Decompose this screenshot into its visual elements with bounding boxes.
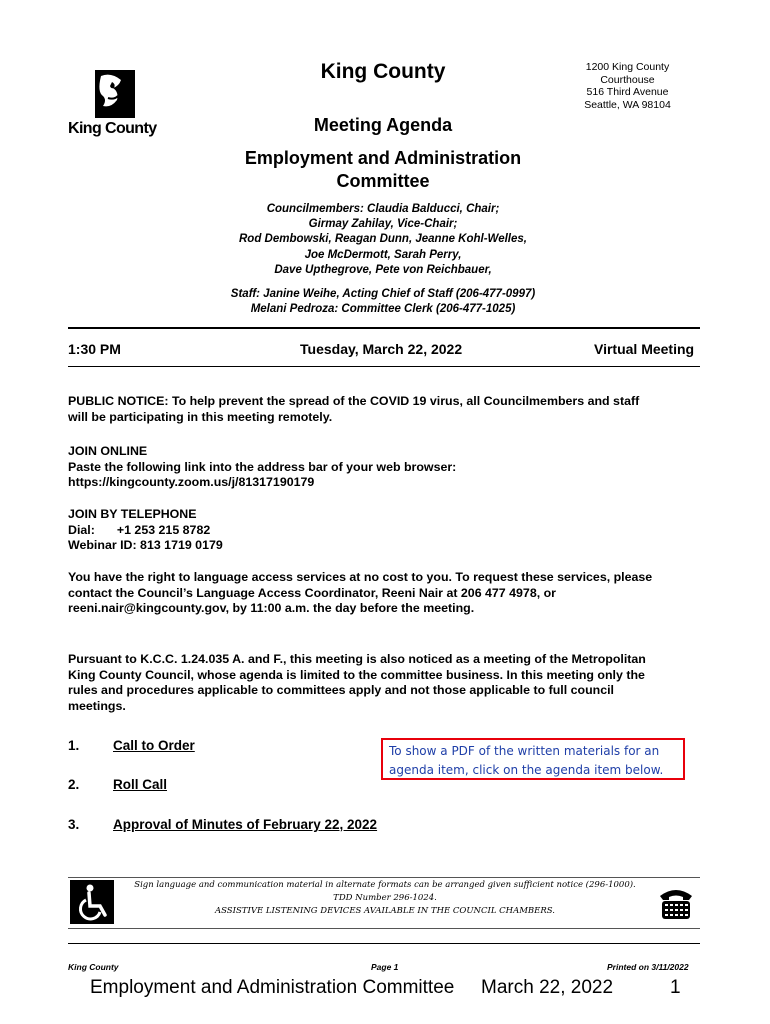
staff-list (180, 287, 586, 317)
footer-page-number: 1 (670, 977, 681, 998)
dial-line (68, 523, 708, 539)
address-line: 516 Third Avenue (586, 86, 669, 99)
join-online-instruction: Paste the following link into the address bar of your web browser: (68, 459, 457, 474)
language-line: contact the Council’s Language Access Coordinator, Reeni Nair at 206 477 4978, or (68, 585, 556, 600)
callout-line: To show a PDF of the written materials for an (389, 744, 660, 758)
divider (68, 327, 700, 329)
county-title: King County (320, 60, 446, 83)
meeting-time: 1:30 PM (68, 341, 121, 357)
divider (68, 366, 700, 367)
footer-left: King County (68, 962, 119, 972)
language-access (68, 570, 708, 617)
accessibility-notice (120, 879, 650, 917)
footer-meeting-date: March 22, 2022 (481, 977, 614, 998)
meeting-date: Tuesday, March 22, 2022 (300, 341, 463, 357)
item-number: 2. (68, 777, 80, 792)
councilmembers-list (190, 202, 576, 278)
pursuant-line: rules and procedures applicable to committees apply and not those applicable to full council (68, 683, 614, 698)
member-line: Girmay Zahilay, Vice-Chair; (308, 218, 458, 231)
callout-line: agenda item, click on the agenda item below. (389, 763, 664, 777)
item-number: 1. (68, 738, 80, 753)
agenda-item-approval-of-minutes[interactable]: Approval of Minutes of February 22, 2022 (113, 817, 378, 832)
notice-line: TDD Number 296-1024. (333, 892, 437, 903)
address-line: 1200 King County (585, 61, 670, 73)
join-telephone (68, 507, 708, 554)
member-line: Rod Dembowski, Reagan Dunn, Jeanne Kohl-Welles, (239, 233, 527, 246)
footer-divider (68, 943, 700, 944)
staff-line: Staff: Janine Weihe, Acting Chief of Staff (206-477-0997) (230, 288, 536, 300)
agenda-item-roll-call[interactable]: Roll Call (113, 777, 168, 792)
address-line: Courthouse (600, 73, 655, 86)
notice-line: PUBLIC NOTICE: To help prevent the spread of the COVID 19 virus, all Councilmembers and staff (68, 394, 640, 408)
notice-line: ASSISTIVE LISTENING DEVICES AVAILABLE IN THE COUNCIL CHAMBERS. (214, 905, 555, 916)
pursuant-notice (68, 652, 708, 714)
logo-wordmark: King County (68, 120, 157, 137)
committee-line: Employment and Administration (244, 148, 522, 168)
pursuant-line: meetings. (68, 698, 126, 713)
committee-line: Committee (336, 171, 430, 191)
agenda-item-call-to-order[interactable]: Call to Order (113, 738, 195, 753)
pursuant-line: King County Council, whose agenda is limited to the committee business. In this meeting only the (68, 667, 645, 682)
footer-committee-name: Employment and Administration Committee (90, 977, 455, 998)
footer-page: Page 1 (371, 962, 399, 972)
member-line: Joe McDermott, Sarah Perry, (304, 248, 462, 261)
tdd-phone-icon (654, 880, 698, 924)
dial-label: Dial: (68, 522, 95, 537)
member-line: Dave Upthegrove, Pete von Reichbauer, (274, 263, 492, 276)
item-number: 3. (68, 817, 80, 832)
public-notice (68, 394, 708, 425)
notice-line: Sign language and communication material in alternate formats can be arranged given sufficient notice (296-1000). (134, 880, 636, 890)
pursuant-line: Pursuant to K.C.C. 1.24.035 A. and F., this meeting is also noticed as a meeting of the Metropolitan (68, 652, 646, 666)
join-online (68, 444, 708, 491)
staff-line: Melani Pedroza: Committee Clerk (206-477-1025) (250, 303, 516, 315)
agenda-title: Meeting Agenda (313, 115, 453, 135)
join-online-title: JOIN ONLINE (68, 444, 148, 458)
notice-line: will be participating in this meeting remotely. (68, 409, 333, 424)
committee-name (220, 147, 546, 193)
address-line: Seattle, WA 98104 (584, 98, 671, 111)
pdf-instruction-callout (381, 738, 685, 780)
join-phone-title: JOIN BY TELEPHONE (68, 507, 197, 521)
wheelchair-icon (70, 880, 114, 924)
footer-printed-date: Printed on 3/11/2022 (607, 962, 689, 972)
dial-number: +1 253 215 8782 (116, 522, 211, 537)
language-line: reeni.nair@kingcounty.gov, by 11:00 a.m. the day before the meeting. (68, 601, 475, 616)
member-line: Councilmembers: Claudia Balducci, Chair; (266, 203, 500, 215)
webinar-id: Webinar ID: 813 1719 0179 (68, 538, 223, 553)
zoom-link[interactable]: https://kingcounty.zoom.us/j/81317190179 (68, 475, 315, 490)
language-line: You have the right to language access services at no cost to you. To request these services, please (68, 570, 653, 584)
meeting-location: Virtual Meeting (594, 341, 695, 357)
address-block (560, 61, 695, 111)
